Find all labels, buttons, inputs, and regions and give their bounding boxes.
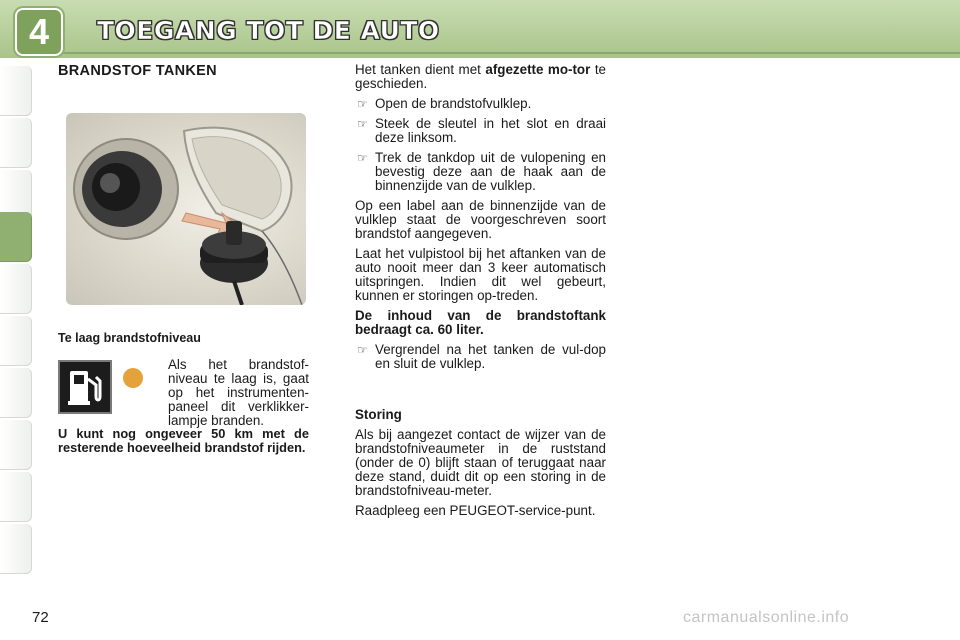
pointing-hand-icon: ☞	[357, 97, 368, 111]
step-text: Trek de tankdop uit de vulopening en bevestig deze aan de haak aan de binnenzijde van de vulklep.	[375, 150, 606, 193]
pistol-paragraph: Laat het vulpistool bij het aftanken van de auto nooit meer dan 3 keer automatisch uitspringen. Indien dit wel gebeurt, kunnen er storingen op-treden.	[355, 246, 606, 303]
service-text: Raadpleeg een PEUGEOT-service-punt.	[355, 503, 596, 518]
side-tab[interactable]	[0, 66, 32, 116]
malfunction-text: Als bij aangezet contact de wijzer van de brandstofniveaumeter in de ruststand (onder de 0) blijft staan of teruggaat naar deze stand, duidt dit op een storing in de brandstofniveau-meter.	[355, 427, 606, 498]
intro-emphasis: afgezette mo-tor	[485, 62, 591, 77]
side-tab[interactable]	[0, 264, 32, 314]
step-item	[355, 343, 606, 371]
fuel-pump-icon	[58, 360, 112, 414]
label-paragraph: Op een label aan de binnenzijde van de vulklep staat de voorgeschreven soort brandstof aangegeven.	[355, 198, 606, 241]
malfunction-title: Storing	[355, 407, 402, 422]
intro-paragraph	[355, 63, 606, 91]
fuel-cap-illustration	[66, 113, 306, 305]
side-tab-active[interactable]	[0, 212, 32, 262]
side-tab[interactable]	[0, 118, 32, 168]
remaining-range-note: U kunt nog ongeveer 50 km met de resterende hoeveelheid brandstof rijden.	[58, 426, 309, 455]
intro-text-end: te geschieden.	[355, 62, 606, 91]
side-tab[interactable]	[0, 368, 32, 418]
malfunction-section	[355, 408, 606, 524]
side-tab[interactable]	[0, 524, 32, 574]
lamp-description: Als het brandstof-niveau te laag is, gaat op het instrumenten-paneel dit verklikker-lampje branden.	[168, 357, 309, 428]
chapter-title: TOEGANG TOT DE AUTO	[97, 16, 440, 45]
watermark: carmanualsonline.info	[683, 609, 850, 626]
chapter-tab	[15, 8, 63, 56]
side-tab[interactable]	[0, 472, 32, 522]
fuel-pump-glyph	[66, 367, 104, 407]
low-fuel-heading: Te laag brandstofniveau	[58, 331, 201, 345]
pointing-hand-icon: ☞	[357, 117, 368, 131]
chapter-number: 4	[28, 11, 50, 52]
step-text: Open de brandstofvulklep.	[375, 96, 532, 111]
step-item	[355, 117, 606, 145]
step-item	[355, 151, 606, 193]
page-number: 72	[32, 609, 49, 626]
section-title: BRANDSTOF TANKEN	[58, 63, 217, 79]
capacity-paragraph: De inhoud van de brandstoftank bedraagt ca. 60 liter.	[355, 308, 606, 337]
step-text: Steek de sleutel in het slot en draai deze linksom.	[375, 116, 606, 145]
warning-lamp-indicator	[123, 368, 143, 388]
step-item	[355, 97, 606, 111]
side-tab[interactable]	[0, 420, 32, 470]
step-text: Vergrendel na het tanken de vul-dop en sluit de vulklep.	[375, 342, 606, 371]
fuel-cap-photo	[66, 113, 306, 305]
pointing-hand-icon: ☞	[357, 151, 368, 165]
pointing-hand-icon: ☞	[357, 343, 368, 357]
side-tabs	[0, 66, 36, 576]
header-divider	[60, 52, 960, 54]
refuel-instructions	[355, 63, 606, 377]
intro-text: Het tanken dient met	[355, 62, 486, 77]
side-tab[interactable]	[0, 316, 32, 366]
